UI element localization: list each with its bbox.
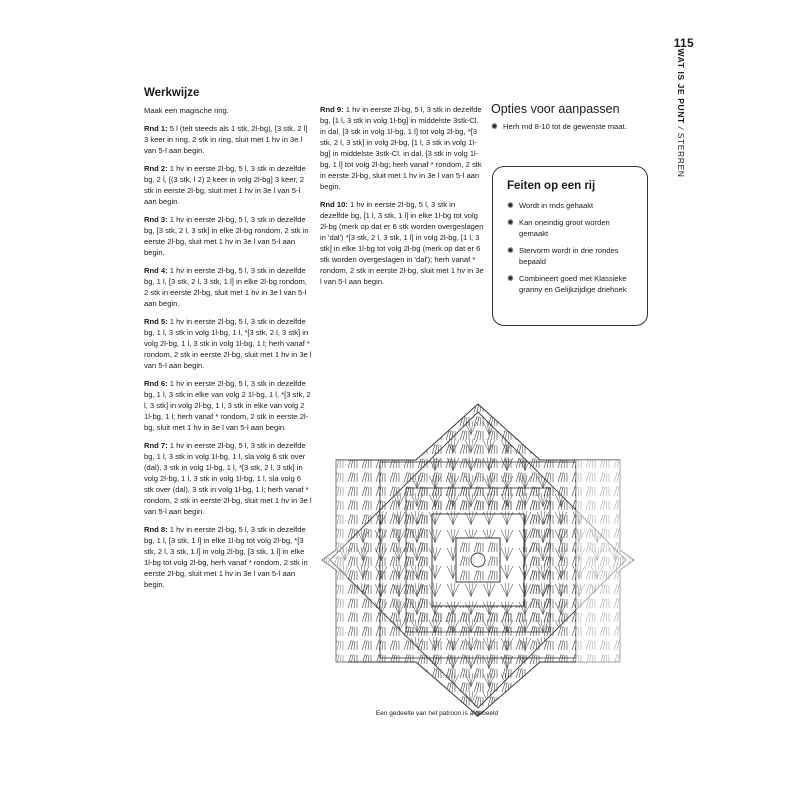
side-tab-bold: WAT IS JE PUNT <box>676 48 686 124</box>
options-item: ✺ Herh rnd 8-10 tot de gewenste maat. <box>491 121 651 132</box>
round-step <box>144 524 312 590</box>
round-label: Rnd 9: <box>320 105 344 114</box>
round-text: 1 hv in eerste 2l-bg, 5 l, 3 stk in dezelfde bg, 1 l, 3 stk in volg 1l-bg, 1 l, *[3 stk, 2 l, 3 stk] in volg 2l-bg, 1 l, 3 stk in volg 1l-bg, 1 l; herh vanaf * rondom, 2 stk in eerste 2l-bg, sluit met 1 hv in 3e l van 5-l aan begin. <box>144 317 312 370</box>
round-step <box>144 265 312 309</box>
round-text: 5 l (telt steeds als 1 stk, 2l-bg), [3 stk, 2 l] 3 keer in ring, 2 stk in ring, sluit met 1 hv in 3e l van 5-l aan begin. <box>144 124 308 155</box>
round-step <box>144 378 312 433</box>
round-text: 1 hv in eerste 2l-bg, 5 l, 3 stk in dezelfde bg, 2 l, [(3 stk, l 2) 2 keer in volg 2l-bg] 3 keer, 2 stk in eerste 2l-bg, sluit met 1 hv in 3e l van 5-l aan begin. <box>144 164 306 206</box>
werkwijze-title: Werkwijze <box>144 87 200 99</box>
instructions-column-2 <box>320 104 484 294</box>
round-label: Rnd 7: <box>144 441 168 450</box>
round-text: 1 hv in eerste 2l-bg, 5 l, 3 stk in dezelfde bg, [1 l, 3 stk in volg 1l-bg] in middelste 3stk-Cl. in dal, [3 stk in volg 1l-bg, 1 l] tot volg 2l-bg, *[3 stk, 2 l, 3 stk] in volg 2l-bg, [1 l, 3 stk in volg 1l-bg] in middelste 3stk-Cl. in dal, [3 stk in volg 1l-bg, 1 l] tot volg 2l-bg; herh vanaf * rondom, 2 stk in eerste 2l-bg, sluit met 1 hv in 3e l van 5-l aan begin. <box>320 105 482 191</box>
page-number: 115 <box>673 36 694 50</box>
crochet-star-diagram <box>318 400 638 720</box>
side-tab-separator: / <box>676 126 686 130</box>
werkwijze-intro: Maak een magische ring. <box>144 106 229 115</box>
options-section <box>491 104 651 138</box>
facts-box <box>492 166 648 326</box>
round-label: Rnd 8: <box>144 525 168 534</box>
diagram-inner-rings <box>380 462 576 658</box>
round-step <box>320 199 484 287</box>
round-step <box>320 104 484 192</box>
fact-item: ✺ Kan oneindig groot worden gemaakt <box>507 217 635 239</box>
round-step <box>144 316 312 371</box>
side-tab-rest: STERREN <box>676 132 686 178</box>
round-text: 1 hv in eerste 2l-bg, 5 l, 3 stk in dezelfde bg, 1 l, 3 stk in volg 1l-bg, 1 l, sla volg 6 stk over (dal), 3 stk in volg 1l-bg, 1 l, *[3 stk, 2 l, 3 stk] in volg 2l-bg, 1 l, 3 stk in volg 1l-bg, 1 l, sla volg 6 stk over (dal), 3 stk in volg 1l-bg, 1 l; herh vanaf * rondom, 2 stk in eerste 2l-bg, sluit met 1 hv in 3e l van 5-l aan begin. <box>144 441 312 516</box>
facts-title: Feiten op een rij <box>507 180 596 192</box>
round-label: Rnd 10: <box>320 200 348 209</box>
round-step <box>144 440 312 517</box>
diagram-caption: Een gedeelte van het patroon is afgebeeld <box>375 710 499 717</box>
round-step <box>144 123 312 156</box>
round-label: Rnd 2: <box>144 164 168 173</box>
fact-item: ✺ Combineert goed met Klassieke granny en Gelijkzijdige driehoek <box>507 273 635 295</box>
round-label: Rnd 5: <box>144 317 168 326</box>
round-text: 1 hv in eerste 2l-bg, 5 l, 3 stk in dezelfde bg, 1 l, 3 stk in elke van volg 2 1l-bg, 1 l, *[3 stk, 2 l, 3 stk] in volg 2l-bg, 1 l, 3 stk in elke van volg 2 1l-bg, 1 l; herh vanaf * rondom, 2 stk in eerste 2l-bg, sluit met 1 hv in 3e l van 5-l aan begin. <box>144 379 311 432</box>
round-label: Rnd 4: <box>144 266 168 275</box>
round-label: Rnd 6: <box>144 379 168 388</box>
instructions-column-1 <box>144 88 312 597</box>
options-title: Opties voor aanpassen <box>491 102 620 116</box>
round-label: Rnd 3: <box>144 215 168 224</box>
fact-item: ✺ Wordt in rnds gehaakt <box>507 200 635 211</box>
fact-item: ✺ Stervorm wordt in drie rondes bepaald <box>507 245 635 267</box>
round-text: 1 hv in eerste 2l-bg, 5 l, 3 stk in dezelfde bg, [1 l, 3 stk, 1 l] in elke 1l-bg tot volg 2l-bg (merk op dat er 6 stk worden overgeslagen in 'dal') *[3 stk, 2 l, 3 stk, 1 l] in volg 2l-bg, [1 l, 3 stk] in elke 1l-bg tot volg 2l-bg (merk op dat er 6 stk worden overgeslagen in 'dal'); herh vanaf * rondom, 2 stk in eerste 2l-bg, sluit met 1 hv in 3e l van 5-l aan begin. <box>320 200 484 286</box>
round-text: 1 hv in eerste 2l-bg, 5 l, 3 stk in dezelfde bg, 1 l, [3 stk, 2 l, 3 stk, 1 l] in elke 2l-bg rondom, 2 stk in eerste 2l-bg, sluit met 1 hv in 3e l van 5-l aan begin. <box>144 266 307 308</box>
round-step <box>144 214 312 258</box>
round-text: 1 hv in eerste 2l-bg, 5 l, 3 stk in dezelfde bg, [3 stk, 2 l, 3 stk] in elke 2l-bg rondom, 2 stk in eerste 2l-bg, sluit met 1 hv in 3e l van 5-l aan begin. <box>144 215 309 257</box>
chapter-side-tab <box>666 48 696 178</box>
round-step <box>144 163 312 207</box>
round-text: 1 hv in eerste 2l-bg, 5 l, 3 stk in dezelfde bg, 1 l, [3 stk, 1 l] in elke 1l-bg tot volg 2l-bg, *[3 stk, 2 l, 3 stk, 1 l] in volg 2l-bg, [3 stk, 1 l] in elke 1l-bg tot volg 2l-bg, herh vanaf * rondom, 2 stk in eerste 2l-bg, sluit met 1 hv in 3e l van 5-l aan begin. <box>144 525 308 589</box>
round-label: Rnd 1: <box>144 124 168 133</box>
